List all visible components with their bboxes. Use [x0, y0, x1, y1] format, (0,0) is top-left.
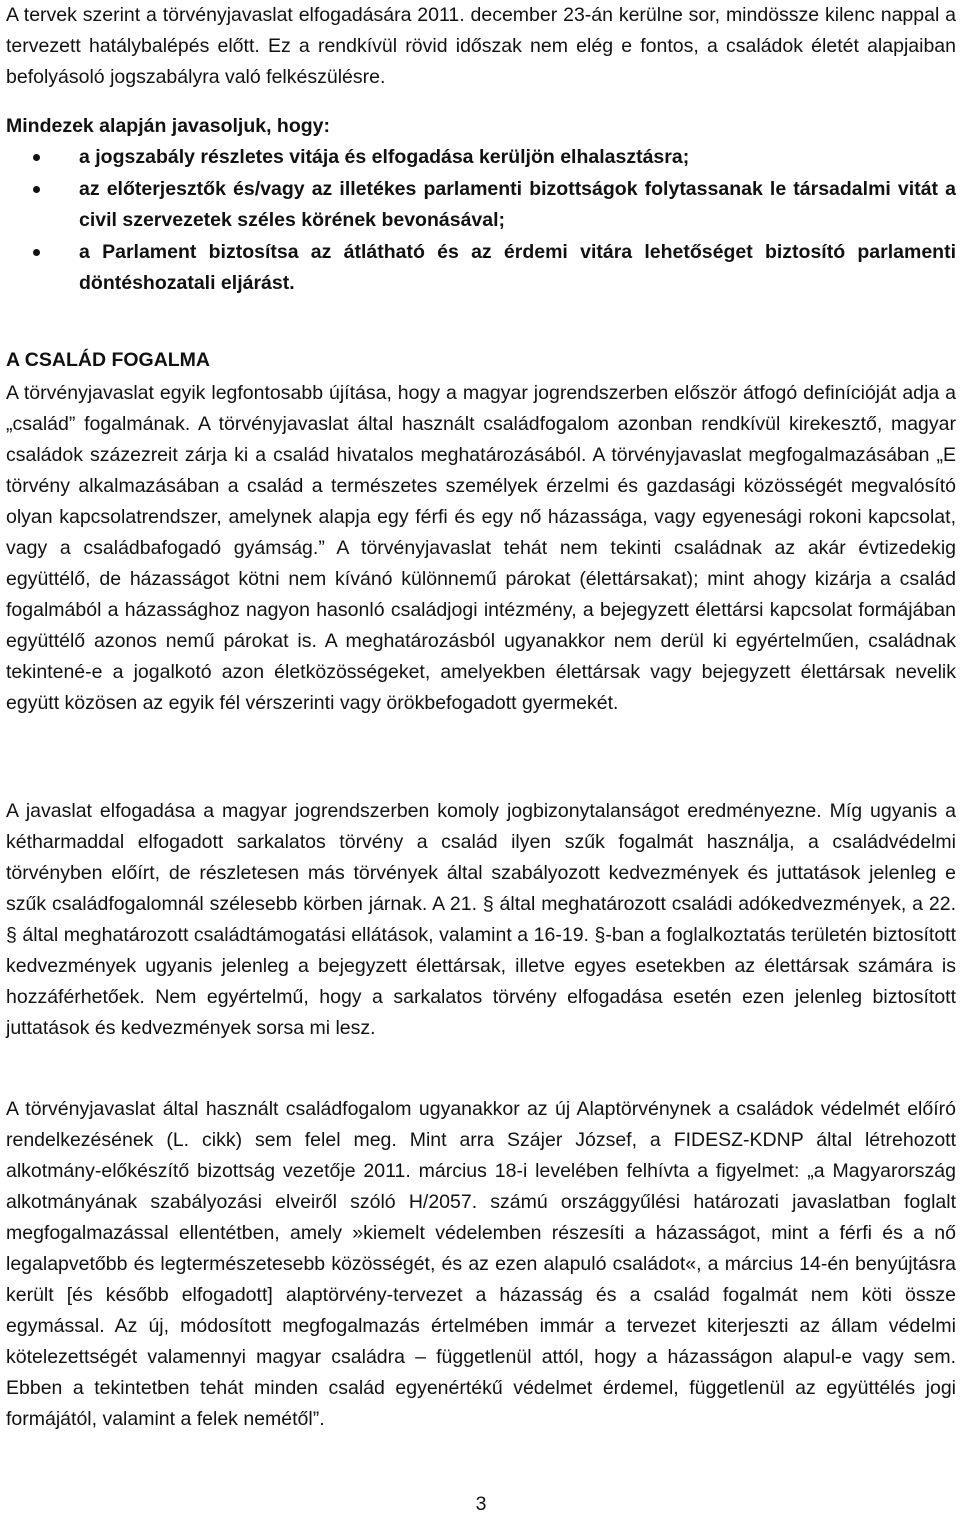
section-heading: A CSALÁD FOGALMA: [6, 349, 211, 371]
recommendation-item: [6, 142, 956, 174]
body-paragraph: A törvényjavaslat által használt családfogalom ugyanakkor az új Alaptörvénynek a családok védelmét előíró rendelkezésének (L. cikk) sem felel meg. Mint arra Szájer József, a FIDESZ-KDNP által létrehozott alkotmány-előkészítő bizottság vezetője 2011. március 18-i levelében felhívta a figyelmet: „a Magyarország alkotmányának szabályozási elveiről szóló H/2057. számú országgyűlési határozati javaslatban foglalt megfogalmazással ellentétben, amely »kiemelt védelemben részesíti a házasságot, mint a férfi és a nő legalapvetőbb és legtermészetesebb közösségét, és az ezen alapuló családot«, a március 14-én benyújtásra került [és később elfogadott] alaptörvény-tervezet a házasság és a család fogalmát nem köti össze egymással. Az új, módosított megfogalmazás értelmében immár a tervezet kiterjeszti az állam védelmi kötelezettségét valamennyi magyar családra – függetlenül attól, hogy a házasságon alapul-e vagy sem. Ebben a tekintetben tehát minden család egyenértékű védelmet érdemel, függetlenül az együttélés jogi formájától, valamint a felek nemétől”.: [6, 1098, 956, 1430]
body-paragraph: A törvényjavaslat egyik legfontosabb újítása, hogy a magyar jogrendszerben először átfogó definícióját adja a „család” fogalmának. A törvényjavaslat által használt családfogalom azonban rendkívül kirekesztő, magyar családok százezreit zárja ki a család hivatalos meghatározásából. A törvényjavaslat megfogalmazásában „E törvény alkalmazásában a család a természetes személyek érzelmi és gazdasági közösségét megvalósító olyan kapcsolatrendszer, amelynek alapja egy férfi és egy nő házassága, vagy egyenesági rokoni kapcsolat, vagy a családbafogadó gyámság.” A törvényjavaslat tehát nem tekinti családnak az akár évtizedekig együttélő, de házasságot kötni nem kívánó különnemű párokat (élettársakat); mint ahogy kizárja a család fogalmából a házassághoz nagyon hasonló családjogi intézmény, a bejegyzett élettársi kapcsolat formájában együttélő azonos nemű párokat is. A meghatározásból ugyanakkor nem derül ki egyértelműen, családnak tekintené-e a jogalkotó azon életközösségeket, amelyekben élettársak vagy bejegyzett élettársak nevelik együtt közösen az egyik fél vérszerinti vagy örökbefogadott gyermekét.: [6, 382, 956, 714]
bullet-icon: [33, 154, 40, 161]
page-number: 3: [475, 1493, 487, 1515]
recommendation-item: [6, 237, 956, 300]
bullet-icon: [33, 186, 40, 193]
document-page: [6, 0, 956, 1517]
intro-paragraph: A tervek szerint a törvényjavaslat elfogadására 2011. december 23-án kerülne sor, mindössze kilenc nappal a tervezett hatálybalépés előtt. Ez a rendkívül rövid időszak nem elég e fontos, a családok életét alapjaiban befolyásoló jogszabályra való felkészülésre.: [6, 4, 956, 88]
recommendation-text: a jogszabály részletes vitája és elfogadása kerüljön elhalasztásra;: [79, 146, 690, 168]
body-paragraph: A javaslat elfogadása a magyar jogrendszerben komoly jogbizonytalanságot eredményezne. Míg ugyanis a kétharmaddal elfogadott sarkalatos törvény a család ilyen szűk fogalmát használja, a családvédelmi törvényben előírt, de részletesen más törvények által szabályozott kedvezmények és juttatások jelenleg e szűk családfogalomnál szélesebb körben járnak. A 21. § által meghatározott családi adókedvezmények, a 22. § által meghatározott családtámogatási ellátások, valamint a 16-19. §-ban a foglalkoztatás területén biztosított kedvezmények ugyanis jelenleg a bejegyzett élettársak, illetve egyes esetekben az élettársak számára is hozzáférhetőek. Nem egyértelmű, hogy a sarkalatos törvény elfogadása esetén ezen jelenleg biztosított juttatások és kedvezmények sorsa mi lesz.: [6, 800, 956, 1039]
recommendation-text: a Parlament biztosítsa az átlátható és az érdemi vitára lehetőséget biztosító parlamenti döntéshozatali eljárást.: [79, 240, 956, 294]
recommendation-text: az előterjesztők és/vagy az illetékes parlamenti bizottságok folytassanak le társadalmi vitát a civil szervezetek széles körének bevonásával;: [79, 177, 956, 231]
bullet-icon: [33, 249, 40, 256]
recommendations-lead: Mindezek alapján javasoljuk, hogy:: [6, 115, 331, 137]
recommendations-list: [6, 142, 956, 300]
recommendation-item: [6, 174, 956, 237]
